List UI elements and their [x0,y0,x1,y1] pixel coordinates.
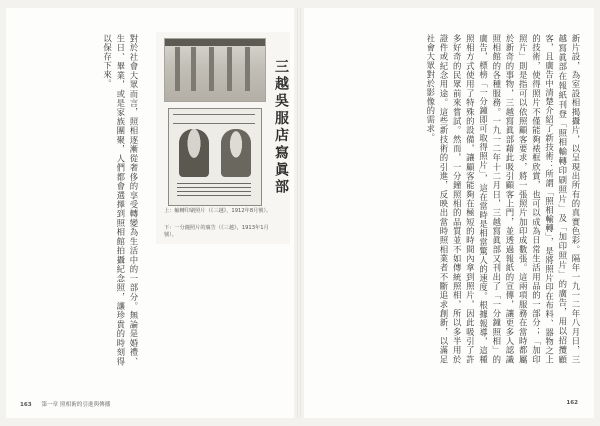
portrait-figure [179,129,209,177]
photo-pillar [209,47,214,91]
photo-pillar [175,47,180,91]
right-page [304,8,594,418]
left-page-footer [20,400,110,408]
portrait-figure [221,129,251,177]
figure-caption-top: 上：輸轉印刷照片（《三越》，1912年8月號）。 [164,208,272,214]
right-page-text: 新片設，為室設相揭攝片，以呈現出所有的真實色彩。隔年一九一二年八月日，三越寫眞部在報紙刊登「照相輸轉印刷照片」及「加印照片」的廣告，用以招攬顧客，且廣告中清楚介紹了新技術：所謂「照相輸轉」，是將照片印在布料、器物之上的技術，使得照片不僅能夠裱框欣賞，也可以成為日常生活用品的一部分；「加印照片」則是指可以依照顧客要求，將一張照片加印成數張。這兩項服務在當時都屬於新奇的事物，三越寫眞部藉此吸引顧客上門，並透過報紙的宣傳，讓更多人認識照相館的各種服務。一九一二年十二月日，三越寫眞部又刊出了「一分鐘照相」的廣告，標榜「一分鐘即可取得照片」，這在當時是相當驚人的速度。根據報導，這種照相方式使用了特殊的設備，讓顧客能夠在極短的時間內拿到照片，因此吸引了許多好奇的民眾前來嘗試。然而，一分鐘照相的品質並不如傳統照相，所以多半用於證件或紀念用途。這些新技術的引進，反映出當時照相業者不斷追求創新，以滿足社會大眾對於影像的需求。 [425,34,581,364]
ad-text-lines [177,183,251,197]
advertisement-image [168,108,262,206]
photo-pillar [191,47,196,91]
figure-block [156,32,290,244]
figure-caption-bottom: 下：一分鐘照片的廣告（《三越》，1913年1月號）。 [164,225,269,238]
photo-header-band [165,39,265,46]
book-gutter [297,8,301,418]
ad-header-band [173,114,255,124]
studio-sign-text: 三越吳服店寫眞部 [273,58,289,197]
running-head: 第一章 照相術的引進與傳播 [41,402,111,408]
photo-pillar [227,47,232,91]
left-page [6,8,294,418]
page-number-right: 162 [566,400,578,406]
photo-pillar [245,47,250,91]
page-number-left: 163 [20,402,32,408]
studio-photo-image [164,38,266,102]
left-page-text: 對於社會大眾而言，照相逐漸從奢侈的享受轉變為生活中的一部分。無論是婚禮、生日、畢業，或是家族團聚，人們都會選擇到照相館拍攝紀念照，讓珍貴的時刻得以保存下來。 [102,34,139,366]
